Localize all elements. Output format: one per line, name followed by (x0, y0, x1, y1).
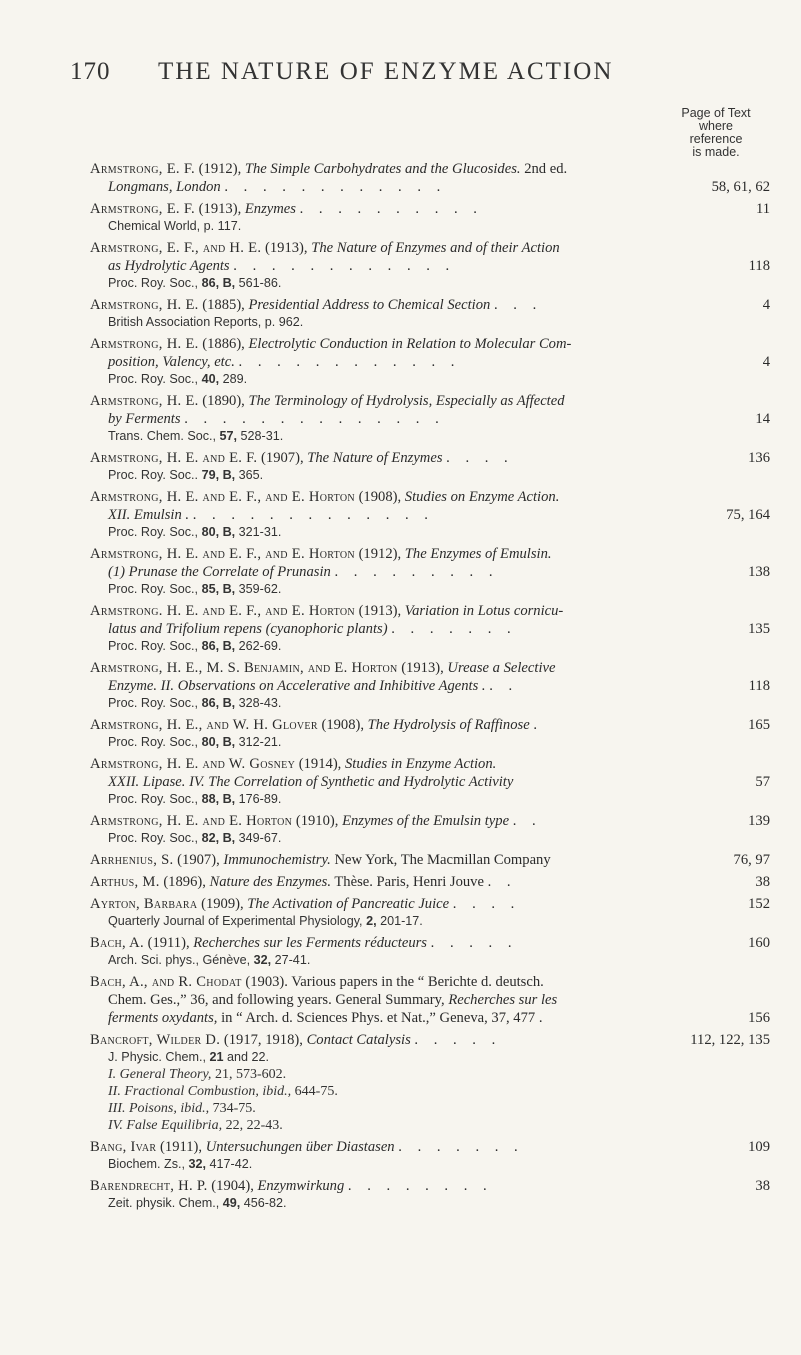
entry-title: The Nature of Enzymes and of their Action (311, 240, 560, 256)
journal-name: Proc. Roy. Soc., (108, 735, 199, 749)
entry-title: Studies in Enzyme Action. (344, 756, 497, 772)
leader-dots: . . . . . . . . . (334, 564, 499, 580)
leader-dots: . . (487, 874, 517, 890)
journal-reference (90, 371, 770, 388)
leader-dots: . . . . . . . . . . . . (238, 354, 461, 370)
entry-first-line (90, 934, 770, 952)
entry-year: (1911), (147, 935, 190, 951)
journal-volume: 57, (219, 429, 238, 443)
page-reference: 160 (748, 935, 770, 951)
entry-first-line (90, 200, 770, 218)
journal-pages: 328-43. (238, 696, 282, 710)
bibliography-entry (90, 200, 770, 235)
entry-title: The Hydrolysis of Raffinose (367, 717, 530, 733)
journal-reference (90, 467, 770, 484)
journal-reference (90, 913, 770, 930)
page-reference-column-heading (668, 107, 764, 159)
bibliography-entry (90, 755, 770, 808)
journal-reference: Chemical World, p. 117. (108, 219, 242, 233)
journal-reference (90, 524, 770, 541)
entry-first-line (90, 296, 770, 314)
journal-name: Proc. Roy. Soc., (108, 372, 199, 386)
journal-volume: 2, (366, 914, 377, 928)
page-reference: 112, 122, 135 (690, 1032, 770, 1048)
part-title: III. Poisons, ibid., (108, 1101, 210, 1116)
journal-pages: 359-62. (238, 582, 282, 596)
entry-author: Armstrong, H. E., and W. H. Glover (90, 717, 318, 733)
leader-dots: . . . . (452, 896, 521, 912)
entry-first-line (90, 716, 770, 734)
bibliography-entry (90, 545, 770, 598)
entry-first-line (90, 449, 770, 467)
bibliography-entry (90, 602, 770, 655)
part-pages: 573-602. (235, 1067, 287, 1082)
bibliography-list (90, 160, 770, 1216)
journal-volume: 82, B, (201, 831, 236, 845)
journal-pages: 289. (222, 372, 248, 386)
entry-author: Armstrong, H. E. and W. Gosney (90, 756, 296, 772)
journal-volume: 80, B, (201, 525, 236, 539)
journal-reference (90, 734, 770, 751)
journal-volume: 32, (253, 953, 272, 967)
entry-second-line (90, 677, 770, 695)
entry-year: (1908), (321, 717, 365, 733)
page-reference: 14 (755, 411, 770, 427)
entry-year: (1913), (264, 240, 308, 256)
entry-title: Variation in Lotus cornicu- (404, 603, 564, 619)
page-reference: 136 (748, 450, 770, 466)
entry-author: Barendrecht, H. P. (90, 1178, 208, 1194)
entry-first-line (90, 659, 770, 677)
entry-author: Armstrong, H. E. and E. F., and E. Horton (90, 489, 355, 505)
entry-second-line (90, 506, 770, 524)
entry-title: Untersuchungen über Diastasen (205, 1139, 395, 1155)
entry-first-line (90, 239, 770, 257)
journal-name: Biochem. Zs., (108, 1157, 185, 1171)
entry-title-continuation: 2nd ed. (524, 161, 568, 177)
journal-name: Zeit. physik. Chem., (108, 1196, 220, 1210)
entry-title: Electrolytic Conduction in Relation to Molecular Com- (248, 336, 572, 352)
page-reference: 75, 164 (726, 507, 770, 523)
entry-year: (1917, 1918), (223, 1032, 303, 1048)
journal-reference (90, 1049, 770, 1066)
journal-name: Proc. Roy. Soc., (108, 696, 199, 710)
entry-author: Arthus, M. (90, 874, 160, 890)
entry-title: Studies on Enzyme Action. (404, 489, 560, 505)
entry-year: (1911), (160, 1139, 203, 1155)
entry-third-line (90, 1009, 770, 1027)
journal-reference (90, 695, 770, 712)
entry-title: The Enzymes of Emulsin. (404, 546, 552, 562)
entry-title-continuation: as Hydrolytic Agents (108, 258, 230, 274)
entry-title: The Activation of Pancreatic Juice (247, 896, 450, 912)
entry-title: Immunochemistry. (223, 852, 331, 868)
leader-dots: . . . . . . . . . . (299, 201, 483, 217)
journal-name: Proc. Roy. Soc., (108, 525, 199, 539)
journal-reference (90, 1156, 770, 1173)
bibliography-entry (90, 335, 770, 388)
entry-author: Bang, Ivar (90, 1139, 157, 1155)
entry-year: (1909), (201, 896, 244, 912)
page-reference: 165 (748, 717, 770, 733)
entry-year: (1910), (295, 813, 339, 829)
entry-title: Recherches sur les Ferments réducteurs (193, 935, 427, 951)
leader-dots: . . . . . . . . . . . . . (192, 507, 434, 523)
page-reference: 139 (748, 813, 770, 829)
entry-author: Armstrong, E. F. (90, 201, 196, 217)
leader-dots: . . (512, 813, 542, 829)
bibliography-entry (90, 934, 770, 969)
running-title: THE NATURE OF ENZYME ACTION (158, 58, 614, 85)
entry-title: The Terminology of Hydrolysis, Especially as Affected (248, 393, 565, 409)
part-pages: 734-75. (212, 1101, 256, 1116)
entry-title-continuation: Various papers in the “ Berichte d. deutsch. (291, 974, 544, 990)
entry-year: (1907), (177, 852, 220, 868)
entry-title-italic: ferments oxydants, (108, 1010, 218, 1026)
leader-dots: . . . (494, 297, 543, 313)
journal-volume: 40, (201, 372, 220, 386)
journal-reference (90, 638, 770, 655)
page-reference: 118 (748, 678, 770, 694)
entry-year: (1896), (163, 874, 206, 890)
journal-volume: 86, B, (201, 696, 236, 710)
bibliography-entry (90, 659, 770, 712)
column-heading-line: reference (689, 132, 743, 146)
entry-year: (1912), (358, 546, 402, 562)
entry-year: (1904), (211, 1178, 254, 1194)
entry-author: Bach, A., and R. Chodat (90, 974, 242, 990)
journal-volume: 32, (188, 1157, 206, 1171)
entry-title-continuation: (1) Prunase the Correlate of Prunasin (108, 564, 331, 580)
journal-volume: 86, B, (201, 276, 236, 290)
entry-author: Arrhenius, S. (90, 852, 174, 868)
bibliography-entry (90, 239, 770, 292)
entry-title-continuation: by Ferments (108, 411, 181, 427)
entry-title-italic: Recherches sur les (448, 992, 558, 1008)
entry-year: (1907), (261, 450, 304, 466)
journal-name: Proc. Roy. Soc., (108, 276, 199, 290)
page-number: 170 (70, 58, 111, 85)
journal-pages: 262-69. (238, 639, 282, 653)
bibliography-entry (90, 973, 770, 1027)
page-reference: 118 (748, 258, 770, 274)
entry-year: (1885), (202, 297, 245, 313)
journal-pages: and 22. (227, 1050, 270, 1064)
entry-title: Contact Catalysis (306, 1032, 411, 1048)
part-title: II. Fractional Combustion, ibid., (108, 1084, 292, 1099)
entry-author: Armstrong. H. E. and E. F., and E. Horton (90, 603, 355, 619)
column-heading-line: where (698, 119, 734, 133)
journal-name: Trans. Chem. Soc., (108, 429, 217, 443)
entry-second-line (90, 353, 770, 371)
journal-name: Arch. Sci. phys., Génève, (108, 953, 251, 967)
entry-first-line (90, 602, 770, 620)
entry-author: Armstrong, E. F., and H. E. (90, 240, 262, 256)
bibliography-entry (90, 1138, 770, 1173)
page-reference: 156 (748, 1010, 770, 1026)
entry-second-line (90, 620, 770, 638)
journal-pages: 528-31. (240, 429, 284, 443)
page-reference: 109 (748, 1139, 770, 1155)
page-reference: 4 (762, 354, 770, 370)
entry-first-line (90, 1177, 770, 1195)
entry-year: (1890), (202, 393, 245, 409)
entry-title-continuation: Thèse. Paris, Henri Jouve (334, 874, 484, 890)
journal-reference (90, 275, 770, 292)
entry-title: Urease a Selective (447, 660, 556, 676)
bibliography-entry (90, 873, 770, 891)
entry-author: Armstrong, H. E. (90, 297, 199, 313)
entry-author: Armstrong, H. E. (90, 393, 199, 409)
entry-title: Enzymes of the Emulsin type (342, 813, 510, 829)
entry-title: The Nature of Enzymes (307, 450, 443, 466)
part-title: I. General Theory, (108, 1067, 212, 1082)
column-heading-line: is made. (692, 145, 740, 159)
entry-title-continuation: Longmans, London (108, 179, 221, 195)
journal-reference (90, 830, 770, 847)
journal-name: Proc. Roy. Soc., (108, 792, 199, 806)
journal-name: Quarterly Journal of Experimental Physiology, (108, 914, 363, 928)
journal-name: Proc. Roy. Soc., (108, 831, 199, 845)
journal-name: J. Physic. Chem., (108, 1050, 206, 1064)
journal-pages: 365. (238, 468, 264, 482)
journal-pages: 321-31. (238, 525, 282, 539)
part-volume: 22, (225, 1118, 244, 1133)
entry-title-continuation: position, Valency, etc. (108, 354, 235, 370)
entry-first-line (90, 851, 770, 869)
entry-second-line (90, 257, 770, 275)
journal-pages: 349-67. (238, 831, 282, 845)
page-reference: 58, 61, 62 (711, 179, 770, 195)
page-reference: 4 (762, 297, 770, 313)
page-reference: 138 (748, 564, 770, 580)
part-pages: 644-75. (294, 1084, 338, 1099)
entry-title: Nature des Enzymes. (209, 874, 331, 890)
journal-reference (90, 581, 770, 598)
entry-year: (1913), (358, 603, 402, 619)
leader-dots: . . . . (446, 450, 514, 466)
entry-author: Armstrong, H. E. (90, 336, 199, 352)
leader-dots: . . . . . . . . . . . . (233, 258, 456, 274)
entry-title-continuation: Chem. Ges.,” 36, and following years. General Summary, (108, 992, 445, 1008)
part-pages: 22-43. (246, 1118, 283, 1133)
journal-volume: 80, B, (201, 735, 236, 749)
entry-first-line (90, 488, 770, 506)
entry-title: Enzymes (244, 201, 296, 217)
entry-first-line (90, 755, 770, 773)
entry-year: (1913), (198, 201, 242, 217)
entry-year: (1912), (198, 161, 242, 177)
journal-pages: 456-82. (243, 1196, 287, 1210)
entry-author: Bancroft, Wilder D. (90, 1032, 221, 1048)
leader-dots: . (538, 1010, 549, 1026)
page-reference: 152 (748, 896, 770, 912)
journal-name: Proc. Roy. Soc., (108, 639, 199, 653)
journal-reference (90, 1195, 770, 1212)
entry-title-continuation: latus and Trifolium repens (cyanophoric plants) (108, 621, 388, 637)
entry-second-line (90, 563, 770, 581)
entry-second-line (90, 178, 770, 196)
bibliography-entry (90, 1031, 770, 1134)
journal-pages: 417-42. (209, 1157, 253, 1171)
bibliography-entry (90, 449, 770, 484)
entry-first-line (90, 973, 770, 991)
entry-title-continuation: in “ Arch. d. Sciences Phys. et Nat.,” Geneva, 37, 477 (221, 1010, 536, 1026)
entry-author: Armstrong, H. E., M. S. Benjamin, and E. Horton (90, 660, 398, 676)
journal-pages: 176-89. (238, 792, 282, 806)
entry-author: Bach, A. (90, 935, 144, 951)
entry-first-line (90, 895, 770, 913)
journal-part-reference (90, 1066, 770, 1083)
journal-pages: 201-17. (380, 914, 423, 928)
page-reference: 11 (755, 201, 770, 217)
column-heading-line: Page of Text (681, 106, 751, 120)
entry-first-line (90, 873, 770, 891)
entry-first-line (90, 1138, 770, 1156)
journal-reference (90, 791, 770, 808)
leader-dots: . . . . . . . . . . . . . . (184, 411, 445, 427)
entry-author: Ayrton, Barbara (90, 896, 198, 912)
journal-reference: British Association Reports, p. 962. (108, 315, 304, 329)
entry-first-line (90, 160, 770, 178)
entry-year: (1914), (298, 756, 342, 772)
bibliography-entry (90, 1177, 770, 1212)
entry-title-continuation: XXII. Lipase. IV. The Correlation of Synthetic and Hydrolytic Activity (108, 774, 514, 790)
entry-title-continuation: Enzyme. II. Observations on Accelerative and Inhibitive Agents . (108, 678, 486, 694)
bibliography-entry (90, 851, 770, 869)
entry-second-line (90, 773, 770, 791)
leader-dots: . . . . . (430, 935, 518, 951)
page-reference: 38 (755, 1178, 770, 1194)
leader-dots: . . . . . (414, 1032, 502, 1048)
journal-pages: 27-41. (274, 953, 311, 967)
page-reference: 38 (755, 874, 770, 890)
entry-author: Armstrong, H. E. and E. F., and E. Horton (90, 546, 355, 562)
page-reference: 135 (748, 621, 770, 637)
journal-volume: 79, B, (201, 468, 236, 482)
entry-first-line (90, 392, 770, 410)
entry-first-line (90, 335, 770, 353)
entry-title: Presidential Address to Chemical Section (248, 297, 491, 313)
journal-pages: 312-21. (238, 735, 282, 749)
entry-author: Armstrong, E. F. (90, 161, 196, 177)
leader-dots: . . (489, 678, 519, 694)
bibliography-entry (90, 296, 770, 331)
running-header (70, 58, 720, 94)
journal-volume: 85, B, (201, 582, 236, 596)
leader-dots: . . . . . . . . . . . . (224, 179, 447, 195)
bibliography-entry (90, 812, 770, 847)
entry-second-line (90, 410, 770, 428)
journal-pages: 561-86. (238, 276, 282, 290)
bibliography-entry (90, 488, 770, 541)
leader-dots: . . . . . . . (398, 1139, 524, 1155)
journal-part-reference (90, 1100, 770, 1117)
journal-part-reference (90, 1117, 770, 1134)
page-reference: 76, 97 (733, 852, 770, 868)
entry-title: Enzymwirkung (257, 1178, 345, 1194)
part-volume: 21, (214, 1067, 233, 1082)
bibliography-entry (90, 392, 770, 445)
part-title: IV. False Equilibria, (108, 1118, 223, 1133)
leader-dots: . . . . . . . . (347, 1178, 493, 1194)
journal-part-reference (90, 1083, 770, 1100)
journal-reference (90, 428, 770, 445)
entry-author: Armstrong, H. E. and E. F. (90, 450, 258, 466)
entry-first-line (90, 812, 770, 830)
entry-first-line (90, 1031, 770, 1049)
entry-year: (1908), (358, 489, 402, 505)
page-reference: 57 (755, 774, 770, 790)
journal-name: Proc. Roy. Soc.. (108, 468, 199, 482)
journal-volume: 49, (222, 1196, 241, 1210)
entry-first-line (90, 545, 770, 563)
entry-title-continuation: New York, The Macmillan Company (334, 852, 551, 868)
entry-title-continuation: XII. Emulsin . (108, 507, 190, 523)
entry-year: (1913), (401, 660, 444, 676)
leader-dots: . . . . . . . (391, 621, 517, 637)
entry-second-line (90, 991, 770, 1009)
journal-name: Proc. Roy. Soc., (108, 582, 199, 596)
entry-year: (1886), (202, 336, 245, 352)
entry-title: The Simple Carbohydrates and the Glucosides. (244, 161, 521, 177)
bibliography-entry (90, 716, 770, 751)
bibliography-entry (90, 895, 770, 930)
journal-volume: 86, B, (201, 639, 236, 653)
journal-reference (90, 952, 770, 969)
entry-year: (1903). (245, 974, 288, 990)
leader-dots: . (533, 717, 543, 733)
bibliography-entry (90, 160, 770, 196)
journal-volume: 88, B, (201, 792, 236, 806)
entry-author: Armstrong, H. E. and E. Horton (90, 813, 293, 829)
journal-volume: 21 (209, 1050, 224, 1064)
